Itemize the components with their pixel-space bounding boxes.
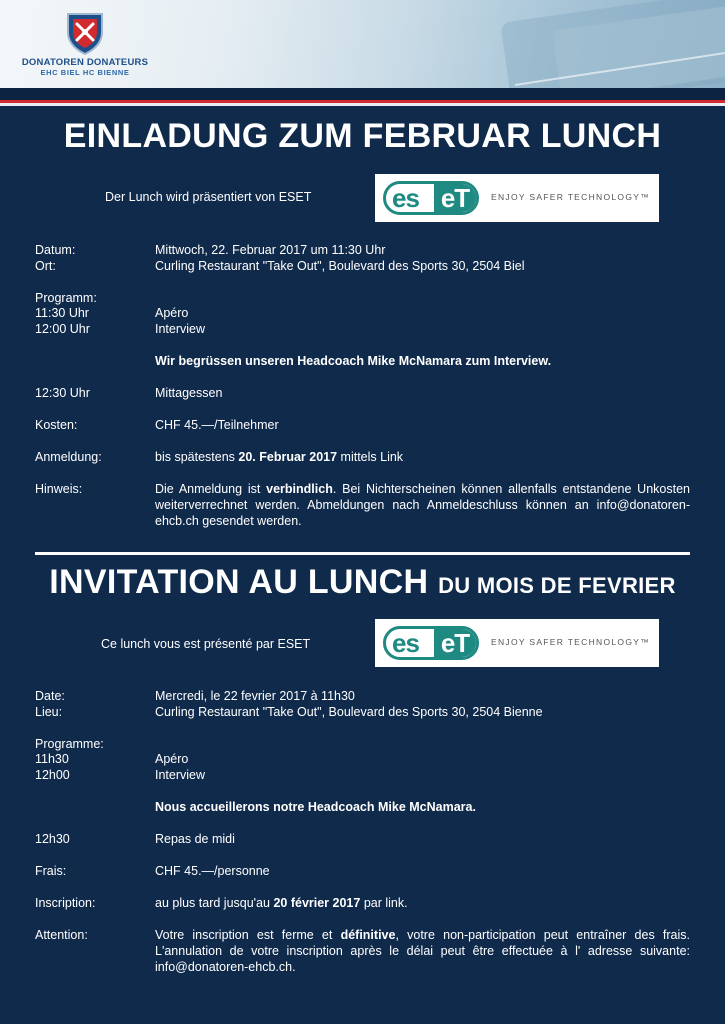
german-title: EINLADUNG ZUM FEBRUAR LUNCH — [63, 117, 662, 155]
hinweis-text — [155, 481, 690, 529]
logo-line2: EHC BIEL HC BIENNE — [40, 68, 130, 77]
header-banner — [0, 0, 725, 88]
eset-es-text: es — [392, 628, 419, 658]
lieu-value: Curling Restaurant "Take Out", Boulevard des Sports 30, 2504 Bienne — [155, 705, 543, 719]
de-time-2: 12:00 Uhr — [35, 322, 90, 336]
attention-label: Attention: — [35, 928, 88, 942]
eset-tagline: ENJOY SAFER TECHNOLOGY™ — [491, 637, 651, 647]
hinweis-bold: verbindlich — [266, 482, 333, 496]
kosten-value: CHF 45.—/Teilnehmer — [155, 418, 279, 432]
de-time-1: 11:30 Uhr — [35, 306, 89, 320]
anmeldung-date: 20. Februar 2017 — [238, 450, 338, 464]
inscription-post: par link. — [360, 896, 408, 910]
frais-value: CHF 45.—/personne — [155, 864, 270, 878]
header-stripe-dark — [0, 88, 725, 100]
hinweis-label: Hinweis: — [35, 482, 83, 496]
eset-et-text: eT — [434, 629, 476, 657]
kosten-label: Kosten: — [35, 418, 78, 432]
hinweis-post: . Bei Nichterscheinen können allenfalls entstandene Unkosten weiterverrechnet werden. Abmeldungen nach Anmeldeschluss können an info@donatoren-ehcb.ch gesendet werden. — [155, 482, 690, 528]
date-label: Date: — [35, 689, 65, 703]
frais-label: Frais: — [35, 864, 67, 878]
anmeldung-pre: bis spätestens — [155, 450, 239, 464]
datum-label: Datum: — [35, 243, 76, 257]
header-stripe-white — [0, 103, 725, 106]
fr-time-1: 11h30 — [35, 752, 69, 766]
inscription-value — [155, 895, 408, 911]
section-divider — [35, 552, 690, 555]
eset-es-text: es — [392, 183, 419, 213]
eset-tagline: ENJOY SAFER TECHNOLOGY™ — [491, 192, 651, 202]
datum-value: Mittwoch, 22. Februar 2017 um 11:30 Uhr — [155, 243, 386, 257]
de-highlight: Wir begrüssen unseren Headcoach Mike McNamara zum Interview. — [155, 354, 552, 368]
logo-wordmark — [10, 58, 160, 78]
de-time-3: 12:30 Uhr — [35, 386, 90, 400]
fr-time-3: 12h30 — [35, 832, 70, 846]
fr-highlight: Nous accueillerons notre Headcoach Mike McNamara. — [155, 800, 476, 814]
eset-mark-icon — [383, 626, 479, 660]
ort-value: Curling Restaurant "Take Out", Boulevard des Sports 30, 2504 Biel — [155, 259, 525, 273]
logo-line1: DONATOREN DONATEURS — [21, 57, 149, 68]
ort-label: Ort: — [35, 259, 56, 273]
inscription-label: Inscription: — [35, 896, 96, 910]
hockey-crest-icon — [60, 10, 110, 56]
donatoren-logo — [10, 8, 160, 84]
lieu-label: Lieu: — [35, 705, 63, 719]
fr-time-2: 12h00 — [35, 768, 70, 782]
fr-item-1: Apéro — [155, 752, 189, 766]
attention-pre: Votre inscription est ferme et — [155, 928, 341, 942]
inscription-pre: au plus tard jusqu'au — [155, 896, 274, 910]
de-item-2: Interview — [155, 322, 206, 336]
german-sponsor-text: Der Lunch wird präsentiert von ESET — [105, 190, 312, 204]
date-value: Mercredi, le 22 fevrier 2017 à 11h30 — [155, 689, 355, 703]
eset-logo-french — [375, 619, 659, 667]
fr-item-2: Interview — [155, 768, 206, 782]
eset-mark-icon — [383, 181, 479, 215]
header-decoration — [445, 0, 725, 88]
de-item-3: Mittagessen — [155, 386, 223, 400]
anmeldung-value — [155, 449, 403, 465]
attention-post: , votre non-participation peut entraîner des frais. L'annulation de votre inscription après le délai peut être effectuée à l' adresse suivante: info@donatoren-ehcb.ch. — [155, 928, 690, 974]
french-title — [0, 563, 725, 602]
fr-item-3: Repas de midi — [155, 832, 235, 846]
french-title-small: DU MOIS DE FEVRIER — [438, 573, 676, 598]
programm-label: Programm: — [35, 291, 97, 305]
eset-logo-german — [375, 174, 659, 222]
anmeldung-post: mittels Link — [337, 450, 404, 464]
hinweis-pre: Die Anmeldung ist — [155, 482, 267, 496]
eset-et-text: eT — [434, 184, 476, 212]
attention-bold: définitive — [340, 928, 396, 942]
french-sponsor-text: Ce lunch vous est présenté par ESET — [101, 637, 311, 651]
anmeldung-label: Anmeldung: — [35, 450, 102, 464]
programme-label: Programme: — [35, 737, 104, 751]
french-title-main: INVITATION AU LUNCH — [49, 563, 429, 601]
inscription-date: 20 février 2017 — [273, 896, 361, 910]
attention-text — [155, 927, 690, 975]
de-item-1: Apéro — [155, 306, 189, 320]
